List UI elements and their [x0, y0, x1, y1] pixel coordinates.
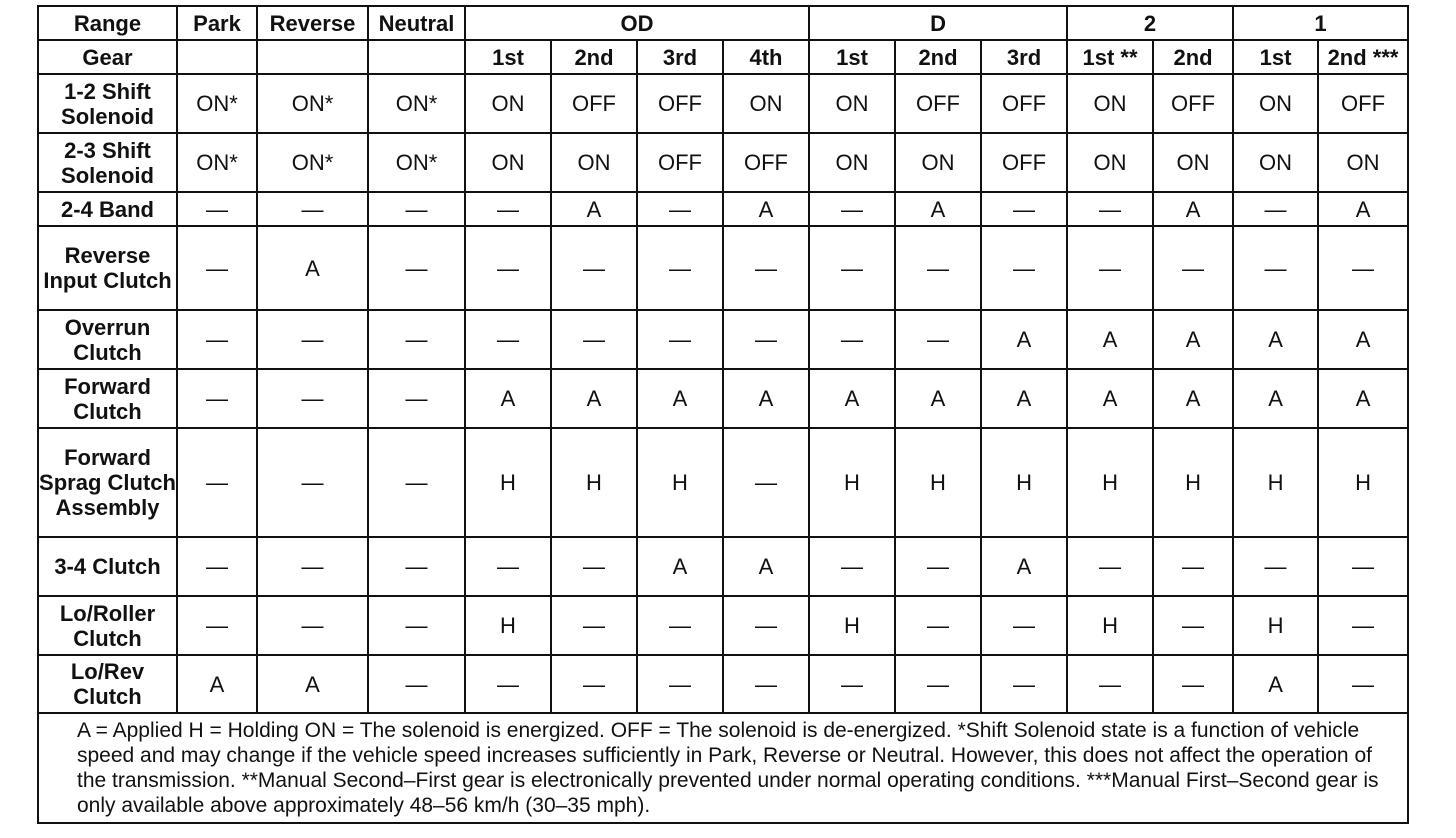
state-cell: —: [723, 428, 809, 537]
state-cell: —: [368, 596, 465, 655]
state-cell: —: [257, 596, 368, 655]
state-cell: ON: [1233, 74, 1318, 133]
state-cell: A: [1233, 310, 1318, 369]
gear-cell: 3rd: [637, 40, 723, 74]
gear-cell: [257, 40, 368, 74]
state-cell: OFF: [981, 74, 1067, 133]
state-cell: A: [723, 369, 809, 428]
state-cell: ON*: [257, 74, 368, 133]
state-cell: ON: [895, 133, 981, 192]
state-cell: —: [809, 537, 895, 596]
state-cell: A: [637, 369, 723, 428]
gear-cell: 1st: [465, 40, 551, 74]
state-cell: —: [895, 226, 981, 310]
state-cell: A: [551, 192, 637, 226]
state-cell: —: [1153, 596, 1233, 655]
state-cell: —: [895, 655, 981, 713]
state-cell: —: [1067, 537, 1153, 596]
state-cell: —: [551, 310, 637, 369]
state-cell: A: [551, 369, 637, 428]
state-cell: A: [257, 226, 368, 310]
state-cell: H: [1067, 596, 1153, 655]
state-cell: —: [177, 192, 257, 226]
state-cell: ON: [465, 133, 551, 192]
state-cell: —: [637, 596, 723, 655]
state-cell: H: [981, 428, 1067, 537]
state-cell: H: [1318, 428, 1408, 537]
state-cell: H: [465, 428, 551, 537]
state-cell: H: [809, 428, 895, 537]
state-cell: —: [1067, 226, 1153, 310]
state-cell: —: [551, 226, 637, 310]
state-cell: ON*: [177, 74, 257, 133]
state-cell: A: [1318, 192, 1408, 226]
component-label: Overrun Clutch: [38, 310, 177, 369]
component-row: [38, 226, 1408, 310]
gear-cell: 1st: [1233, 40, 1318, 74]
state-cell: ON*: [257, 133, 368, 192]
state-cell: —: [551, 655, 637, 713]
state-cell: A: [1233, 655, 1318, 713]
component-label: Reverse Input Clutch: [38, 226, 177, 310]
state-cell: A: [637, 537, 723, 596]
state-cell: —: [551, 596, 637, 655]
state-cell: —: [177, 310, 257, 369]
state-cell: —: [809, 655, 895, 713]
state-cell: —: [465, 310, 551, 369]
state-cell: A: [981, 537, 1067, 596]
state-cell: H: [1233, 596, 1318, 655]
component-label: 1-2 Shift Solenoid: [38, 74, 177, 133]
range-reverse: Reverse: [257, 6, 368, 40]
state-cell: A: [1233, 369, 1318, 428]
state-cell: OFF: [723, 133, 809, 192]
state-cell: —: [1067, 192, 1153, 226]
gear-cell: 3rd: [981, 40, 1067, 74]
state-cell: OFF: [981, 133, 1067, 192]
component-label: 2-3 Shift Solenoid: [38, 133, 177, 192]
component-row: [38, 310, 1408, 369]
state-cell: ON: [1067, 133, 1153, 192]
state-cell: —: [1318, 596, 1408, 655]
state-cell: —: [723, 226, 809, 310]
state-cell: OFF: [1318, 74, 1408, 133]
gear-cell: 4th: [723, 40, 809, 74]
state-cell: ON: [1067, 74, 1153, 133]
component-label: Lo/Roller Clutch: [38, 596, 177, 655]
state-cell: —: [1153, 226, 1233, 310]
state-cell: —: [368, 369, 465, 428]
state-cell: —: [1233, 192, 1318, 226]
state-cell: —: [895, 537, 981, 596]
state-cell: A: [895, 369, 981, 428]
state-cell: ON: [465, 74, 551, 133]
state-cell: —: [1153, 655, 1233, 713]
state-cell: A: [1067, 310, 1153, 369]
component-label: Forward Clutch: [38, 369, 177, 428]
range-header-row: [38, 6, 1408, 40]
component-row: [38, 596, 1408, 655]
transmission-chart: [37, 5, 1407, 824]
component-row: [38, 74, 1408, 133]
state-cell: A: [177, 655, 257, 713]
state-cell: —: [723, 655, 809, 713]
component-label: 3-4 Clutch: [38, 537, 177, 596]
state-cell: —: [177, 428, 257, 537]
state-cell: —: [1318, 537, 1408, 596]
state-cell: A: [981, 369, 1067, 428]
state-cell: ON*: [177, 133, 257, 192]
footnote-text: A = Applied H = Holding ON = The solenoid is energized. OFF = The solenoid is de-energized. *Shift Solenoid state is a function of vehicle speed and may change if the vehicle speed increases sufficiently in Park, Reverse or Neutral. However, this does not affect the operation of the transmission. **Manual Second–First gear is electronically prevented under normal operating conditions. ***Manual First–Second gear is only available above approximately 48–56 km/h (30–35 mph).: [38, 713, 1408, 823]
state-cell: —: [465, 192, 551, 226]
state-cell: ON: [1318, 133, 1408, 192]
component-row: [38, 133, 1408, 192]
state-cell: —: [981, 192, 1067, 226]
state-cell: —: [368, 537, 465, 596]
state-cell: —: [465, 655, 551, 713]
state-cell: OFF: [895, 74, 981, 133]
state-cell: H: [1067, 428, 1153, 537]
range-2: 2: [1067, 6, 1233, 40]
state-cell: OFF: [637, 74, 723, 133]
gear-cell: [368, 40, 465, 74]
state-cell: —: [1067, 655, 1153, 713]
gear-cell: 2nd: [1153, 40, 1233, 74]
state-cell: A: [1153, 369, 1233, 428]
gear-row: [38, 40, 1408, 74]
state-cell: —: [368, 226, 465, 310]
state-cell: H: [895, 428, 981, 537]
state-cell: ON: [809, 133, 895, 192]
range-neutral: Neutral: [368, 6, 465, 40]
component-label: Lo/Rev Clutch: [38, 655, 177, 713]
state-cell: A: [723, 192, 809, 226]
state-cell: —: [368, 655, 465, 713]
gear-cell: [177, 40, 257, 74]
state-cell: —: [981, 226, 1067, 310]
state-cell: H: [551, 428, 637, 537]
state-cell: —: [1318, 655, 1408, 713]
state-cell: ON: [1233, 133, 1318, 192]
state-cell: —: [637, 310, 723, 369]
range-1: 1: [1233, 6, 1408, 40]
state-cell: —: [551, 537, 637, 596]
gear-cell: 2nd ***: [1318, 40, 1408, 74]
state-cell: —: [723, 310, 809, 369]
state-cell: A: [257, 655, 368, 713]
state-cell: —: [1153, 537, 1233, 596]
shift-table: [37, 5, 1409, 824]
state-cell: H: [809, 596, 895, 655]
state-cell: —: [809, 192, 895, 226]
state-cell: OFF: [551, 74, 637, 133]
state-cell: —: [257, 537, 368, 596]
state-cell: A: [1153, 192, 1233, 226]
state-cell: A: [981, 310, 1067, 369]
range-label: Range: [38, 6, 177, 40]
state-cell: —: [368, 428, 465, 537]
gear-cell: 1st **: [1067, 40, 1153, 74]
state-cell: —: [257, 369, 368, 428]
state-cell: A: [723, 537, 809, 596]
state-cell: A: [1318, 310, 1408, 369]
state-cell: —: [177, 369, 257, 428]
state-cell: ON*: [368, 74, 465, 133]
component-row: [38, 537, 1408, 596]
gear-cell: 2nd: [895, 40, 981, 74]
state-cell: A: [1067, 369, 1153, 428]
state-cell: —: [637, 226, 723, 310]
component-row: [38, 428, 1408, 537]
gear-cell: 2nd: [551, 40, 637, 74]
state-cell: A: [465, 369, 551, 428]
component-label: 2-4 Band: [38, 192, 177, 226]
gear-cell: 1st: [809, 40, 895, 74]
state-cell: —: [465, 226, 551, 310]
state-cell: —: [368, 310, 465, 369]
footnote-row: [38, 713, 1408, 823]
gear-label: Gear: [38, 40, 177, 74]
state-cell: A: [1318, 369, 1408, 428]
state-cell: —: [1233, 226, 1318, 310]
component-label: Forward Sprag Clutch Assembly: [38, 428, 177, 537]
state-cell: ON*: [368, 133, 465, 192]
state-cell: —: [465, 537, 551, 596]
range-od: OD: [465, 6, 809, 40]
state-cell: —: [637, 655, 723, 713]
state-cell: H: [465, 596, 551, 655]
state-cell: ON: [723, 74, 809, 133]
state-cell: —: [723, 596, 809, 655]
state-cell: —: [981, 596, 1067, 655]
state-cell: ON: [809, 74, 895, 133]
state-cell: —: [895, 310, 981, 369]
state-cell: —: [368, 192, 465, 226]
state-cell: —: [177, 596, 257, 655]
range-d: D: [809, 6, 1067, 40]
state-cell: —: [637, 192, 723, 226]
state-cell: H: [637, 428, 723, 537]
state-cell: —: [177, 226, 257, 310]
state-cell: —: [257, 310, 368, 369]
state-cell: —: [1318, 226, 1408, 310]
state-cell: —: [981, 655, 1067, 713]
range-park: Park: [177, 6, 257, 40]
state-cell: OFF: [637, 133, 723, 192]
state-cell: —: [895, 596, 981, 655]
state-cell: A: [895, 192, 981, 226]
state-cell: ON: [551, 133, 637, 192]
state-cell: —: [257, 428, 368, 537]
state-cell: ON: [1153, 133, 1233, 192]
state-cell: OFF: [1153, 74, 1233, 133]
state-cell: H: [1153, 428, 1233, 537]
state-cell: A: [1153, 310, 1233, 369]
state-cell: —: [257, 192, 368, 226]
component-row: [38, 369, 1408, 428]
state-cell: A: [809, 369, 895, 428]
state-cell: H: [1233, 428, 1318, 537]
component-row: [38, 655, 1408, 713]
state-cell: —: [809, 226, 895, 310]
component-row: [38, 192, 1408, 226]
state-cell: —: [177, 537, 257, 596]
state-cell: —: [809, 310, 895, 369]
state-cell: —: [1233, 537, 1318, 596]
